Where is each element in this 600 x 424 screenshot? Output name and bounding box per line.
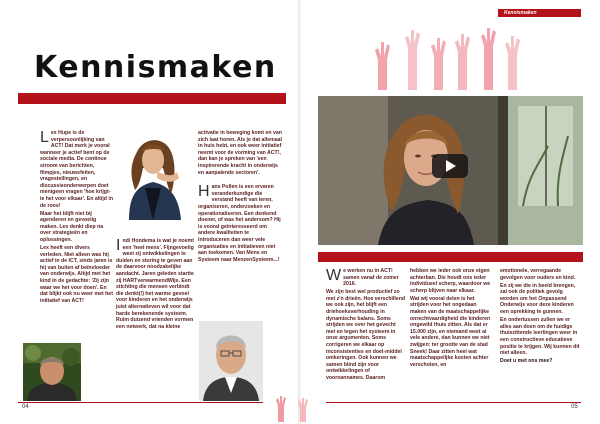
dropcap-w: W	[326, 267, 342, 284]
right-column-1	[326, 268, 406, 383]
play-button-icon[interactable]	[432, 154, 468, 178]
act-paragraph-2: We zijn best wel productief zo met z'n drieën. Hoe verschillend we ook zijn, het blijft een driehoeksverhouding in dynamische balans. Soms strijden we over het gevecht met en tegen het systeem in onze argumenten. Soms corrigeren we elkaar op inconsistenties en doel-middel omkeringen. Ook kunnen we samen blind zijn voor ontwikkelingen of vooroannames. Daarom	[326, 289, 406, 381]
raised-hands-decoration-bottom	[272, 392, 322, 422]
act-paragraph-4: Wat wij vooral delen is het strijden voor het ongedaan maken van de maatschappelijke onrechtvaardigheid die kinderen ongewild thuis zitten. Als dat er 15.000 zijn, en niemand weet al vele andere, dan kunnen we niet zwijgen: ter grootte van de stad Sneek! Daar zitten heel wat maatschappelijke kosten achter verscholen, en	[410, 295, 491, 368]
act-paragraph-1: e werken nu in ACT! samen vanaf de zomer 2016.	[343, 268, 399, 288]
act-paragraph-5: emotionele, verregaande gevolgen voor ouders en kind.	[500, 268, 576, 281]
section-tag: Kennismaken	[498, 9, 581, 17]
page-number-left: 04	[22, 404, 29, 410]
article-column-3	[198, 130, 282, 265]
lex-paragraph-1: ex Hupe is de verpersoonlijking van ACT! Dat merk je vooral wanneer je actief bent op de sociale media. De continue stroom van berichten, filmpjes, nieuwsfeiten, vragestellingen, en discussieonderwerpen doet menigeen vragen 'hoe krijgt-ie het voor elkaar'. En altijd in de roos!	[40, 130, 114, 209]
bottom-line-right	[326, 402, 581, 403]
act-paragraph-7: En ondertussen zullen we er alles aan doen om de huidige thuiszittende leerlingen weer in een constructieve educatieve positie te krijgen. Wij kunnen dit niet alleen.	[500, 317, 580, 357]
dropcap-l: L	[40, 129, 49, 146]
page-number-right: 05	[571, 404, 578, 410]
article-column-1	[40, 130, 114, 306]
photo-hans-pollen	[199, 321, 263, 401]
hans-paragraph-1: ans Pollen is een ervaren veranderkundige die verstand heeft van leren, organiseren, onderzoeken en operationaliseren. Een denkend doener, of was het andersom? Hij is vooral geïnteresseerd om andere kwaliteiten te introduceren dan weer vele organisaties en initiatieven niet aan toekomen. Van Mens en Systeem naar MenzenSysteem...!	[198, 184, 281, 263]
lex-paragraph-2: Maar het blijft niet bij agenderen en gevoelig maken. Lex denkt diep na over strategieën en oplossingen.	[40, 210, 104, 243]
act-paragraph-3: hebben we ieder ook onze eigen achterban. Die houdt ons ieder individueel scherp, waardoor we scherp blijven naar elkaar.	[410, 268, 491, 294]
photo-indi-hondema	[115, 128, 191, 220]
photo-lex-hupe	[23, 343, 81, 401]
title-underline-bar	[18, 93, 286, 104]
bottom-line-left	[18, 402, 263, 403]
indi-paragraph-2: activatie in beweging komt en van zich laat horen. Als je dat allemaal in huis hebt, en ook weer initiatief neemt voor de vorming van ACT!, dan kan je spreken van 'een inspirerende kracht in onderwijs en aanpalende sectoren'.	[198, 130, 282, 176]
right-column-2	[410, 268, 494, 370]
dropcap-i: I	[116, 237, 121, 254]
dropcap-h: H	[198, 183, 210, 201]
act-paragraph-6: En zij we die in beeld brengen, zal ook de politiek gevolg worden om het Onpassend Onderwijs voor deze kinderen een oprekking te gunnen.	[500, 282, 576, 316]
indi-paragraph-1: ndi Hondema is wat je noemt een 'heel mens'. Fijngevoelig weet zij ontwikkelingen te duiden en sturing te geven aan de daarvoor noodzakelijke aandacht. Jaren geleden startte zij HARTverwarmendWijs. Een stichting die mensen verbindt die denkt(!) het warme gevoel voor kinderen en het onderwijs juist alternatieven wil voor dat harde berekenende systeem. Ruim duizend vrienden vormen een netwerk, dat na kleine	[116, 238, 194, 330]
act-call-to-action: Doet u met ons mee?	[500, 358, 553, 365]
right-column-3	[500, 268, 580, 366]
article-column-2	[116, 238, 194, 332]
video-underline-bar	[318, 252, 583, 262]
page-spine	[298, 0, 302, 424]
lex-paragraph-3: Lex heeft een divers verleden. Niet alleen was hij actief in de ICT, sinds jaren is hij van buiten af beïnvloeder van onderwijs. Altijd met het kind in de gedachte: 'Zij zijn waar we het voor doen'. En dat blijkt ook nu weer met het initiatief van ACT!	[40, 245, 113, 304]
page-title: Kennismaken	[34, 50, 277, 85]
raised-hands-decoration-top	[372, 26, 532, 90]
